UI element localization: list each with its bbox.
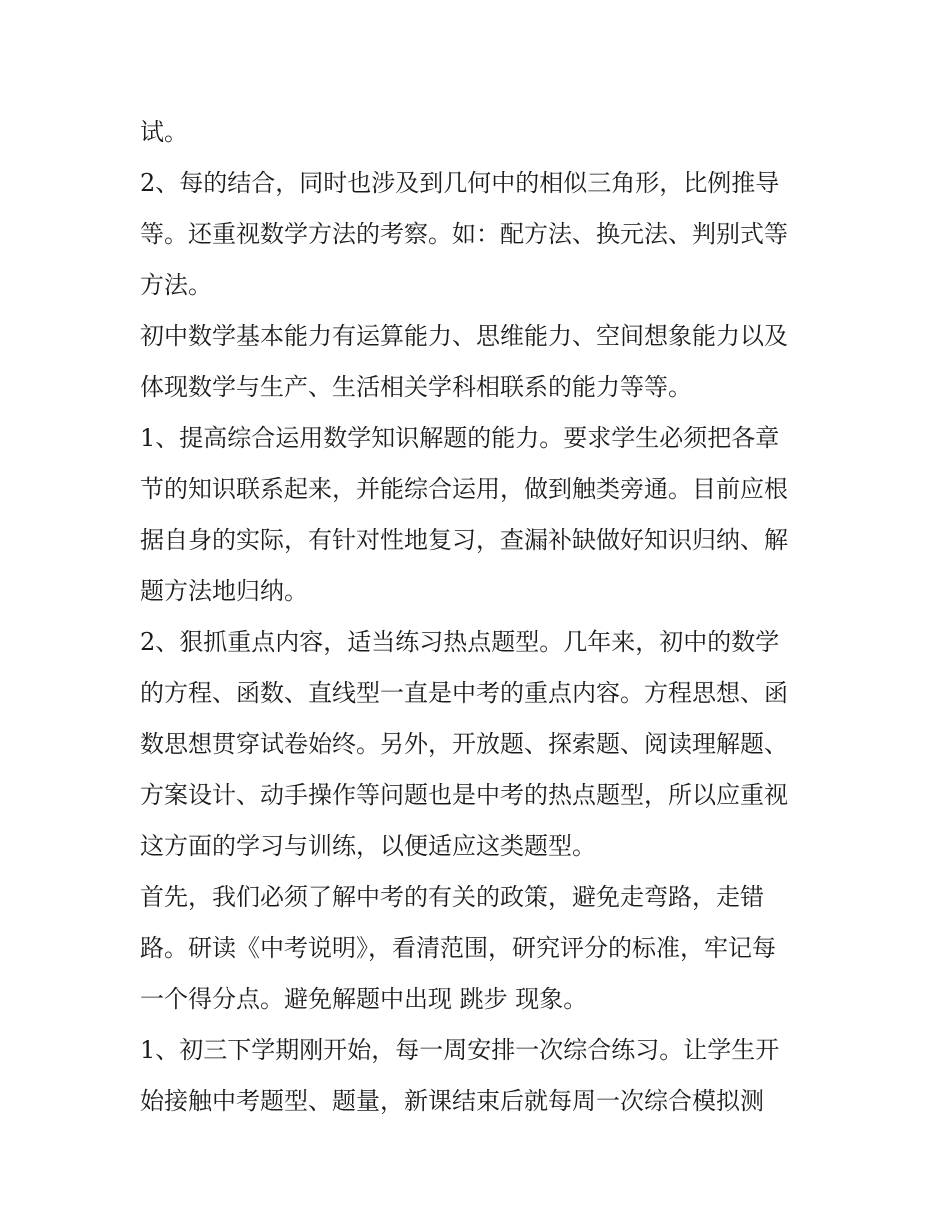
text-line: 首先，我们必须了解中考的有关的政策，避免走弯路，走错: [140, 883, 764, 911]
text-line: 2、每的结合，同时也涉及到几何中的相似三角形，比例推导: [140, 169, 780, 197]
text-line: 始接触中考题型、题量，新课结束后就每周一次综合模拟测: [140, 1087, 764, 1115]
text-line: 初中数学基本能力有运算能力、思维能力、空间想象能力以及: [140, 322, 788, 350]
text-line: 1、提高综合运用数学知识解题的能力。要求学生必须把各章: [140, 424, 780, 452]
text-line: 节的知识联系起来，并能综合运用，做到触类旁通。目前应根: [140, 475, 788, 503]
text-line: 数思想贯穿试卷始终。另外，开放题、探索题、阅读理解题、: [140, 730, 788, 758]
text-line: 体现数学与生产、生活相关学科相联系的能力等等。: [140, 373, 692, 401]
text-line: 的方程、函数、直线型一直是中考的重点内容。方程思想、函: [140, 679, 788, 707]
text-line: 1、初三下学期刚开始，每一周安排一次综合练习。让学生开: [140, 1036, 780, 1064]
text-line: 一个得分点。避免解题中出现 跳步 现象。: [140, 985, 588, 1013]
text-line: 方案设计、动手操作等问题也是中考的热点题型，所以应重视: [140, 781, 788, 809]
text-line: 2、狠抓重点内容，适当练习热点题型。几年来，初中的数学: [140, 628, 780, 656]
text-line: 方法。: [140, 271, 212, 299]
text-line: 这方面的学习与训练，以便适应这类题型。: [140, 832, 596, 860]
text-line: 题方法地归纳。: [140, 577, 308, 605]
text-line: 据自身的实际，有针对性地复习，查漏补缺做好知识归纳、解: [140, 526, 788, 554]
text-line: 试。: [140, 118, 188, 146]
text-line: 等。还重视数学方法的考察。如：配方法、换元法、判别式等: [140, 220, 788, 248]
text-line: 路。研读《中考说明》，看清范围，研究评分的标准，牢记每: [140, 934, 776, 962]
document-body: [140, 107, 820, 1127]
